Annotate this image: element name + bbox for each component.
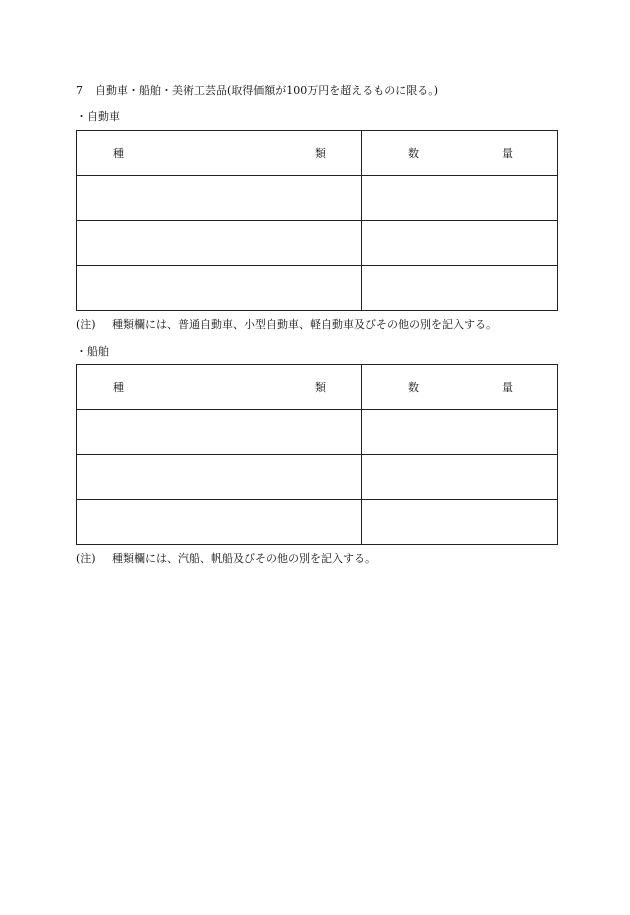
type-header-char-1: 種 [113, 381, 124, 394]
quantity-header-char-1: 数 [408, 381, 419, 394]
note-text: 種類欄には、汽船、帆船及びその他の別を記入する。 [112, 552, 376, 565]
type-cell[interactable] [77, 266, 362, 311]
type-header-char-1: 種 [113, 147, 124, 160]
note-text: 種類欄には、普通自動車、小型自動車、軽自動車及びその他の別を記入する。 [112, 318, 497, 331]
ships-table [76, 364, 558, 545]
table-header-row [77, 365, 558, 410]
quantity-cell[interactable] [362, 221, 558, 266]
table-header-row [77, 131, 558, 176]
type-header-char-2: 類 [315, 147, 326, 160]
table-row [77, 410, 558, 455]
quantity-cell[interactable] [362, 176, 558, 221]
quantity-cell[interactable] [362, 455, 558, 500]
ships-note [76, 552, 376, 566]
quantity-cell[interactable] [362, 410, 558, 455]
vehicles-label: ・自動車 [76, 110, 120, 123]
quantity-header-char-2: 量 [502, 381, 513, 394]
table-row [77, 221, 558, 266]
type-cell[interactable] [77, 410, 362, 455]
type-cell[interactable] [77, 221, 362, 266]
quantity-header-char-2: 量 [502, 147, 513, 160]
quantity-cell[interactable] [362, 266, 558, 311]
quantity-column-header [362, 131, 558, 176]
vehicles-note [76, 318, 497, 332]
note-mark: (注) [76, 552, 96, 565]
type-cell[interactable] [77, 500, 362, 545]
type-column-header [77, 365, 362, 410]
table-row [77, 455, 558, 500]
type-cell[interactable] [77, 455, 362, 500]
section-title: 自動車・船舶・美術工芸品(取得価額が100万円を超えるものに限る。) [95, 84, 439, 97]
section-heading [76, 84, 438, 98]
note-mark: (注) [76, 318, 96, 331]
table-row [77, 266, 558, 311]
type-header-char-2: 類 [315, 381, 326, 394]
table-row [77, 500, 558, 545]
quantity-cell[interactable] [362, 500, 558, 545]
type-cell[interactable] [77, 176, 362, 221]
type-column-header [77, 131, 362, 176]
table-row [77, 176, 558, 221]
section-number: 7 [76, 84, 83, 97]
ships-label: ・船舶 [76, 345, 109, 358]
quantity-header-char-1: 数 [408, 147, 419, 160]
vehicles-table [76, 130, 558, 311]
quantity-column-header [362, 365, 558, 410]
